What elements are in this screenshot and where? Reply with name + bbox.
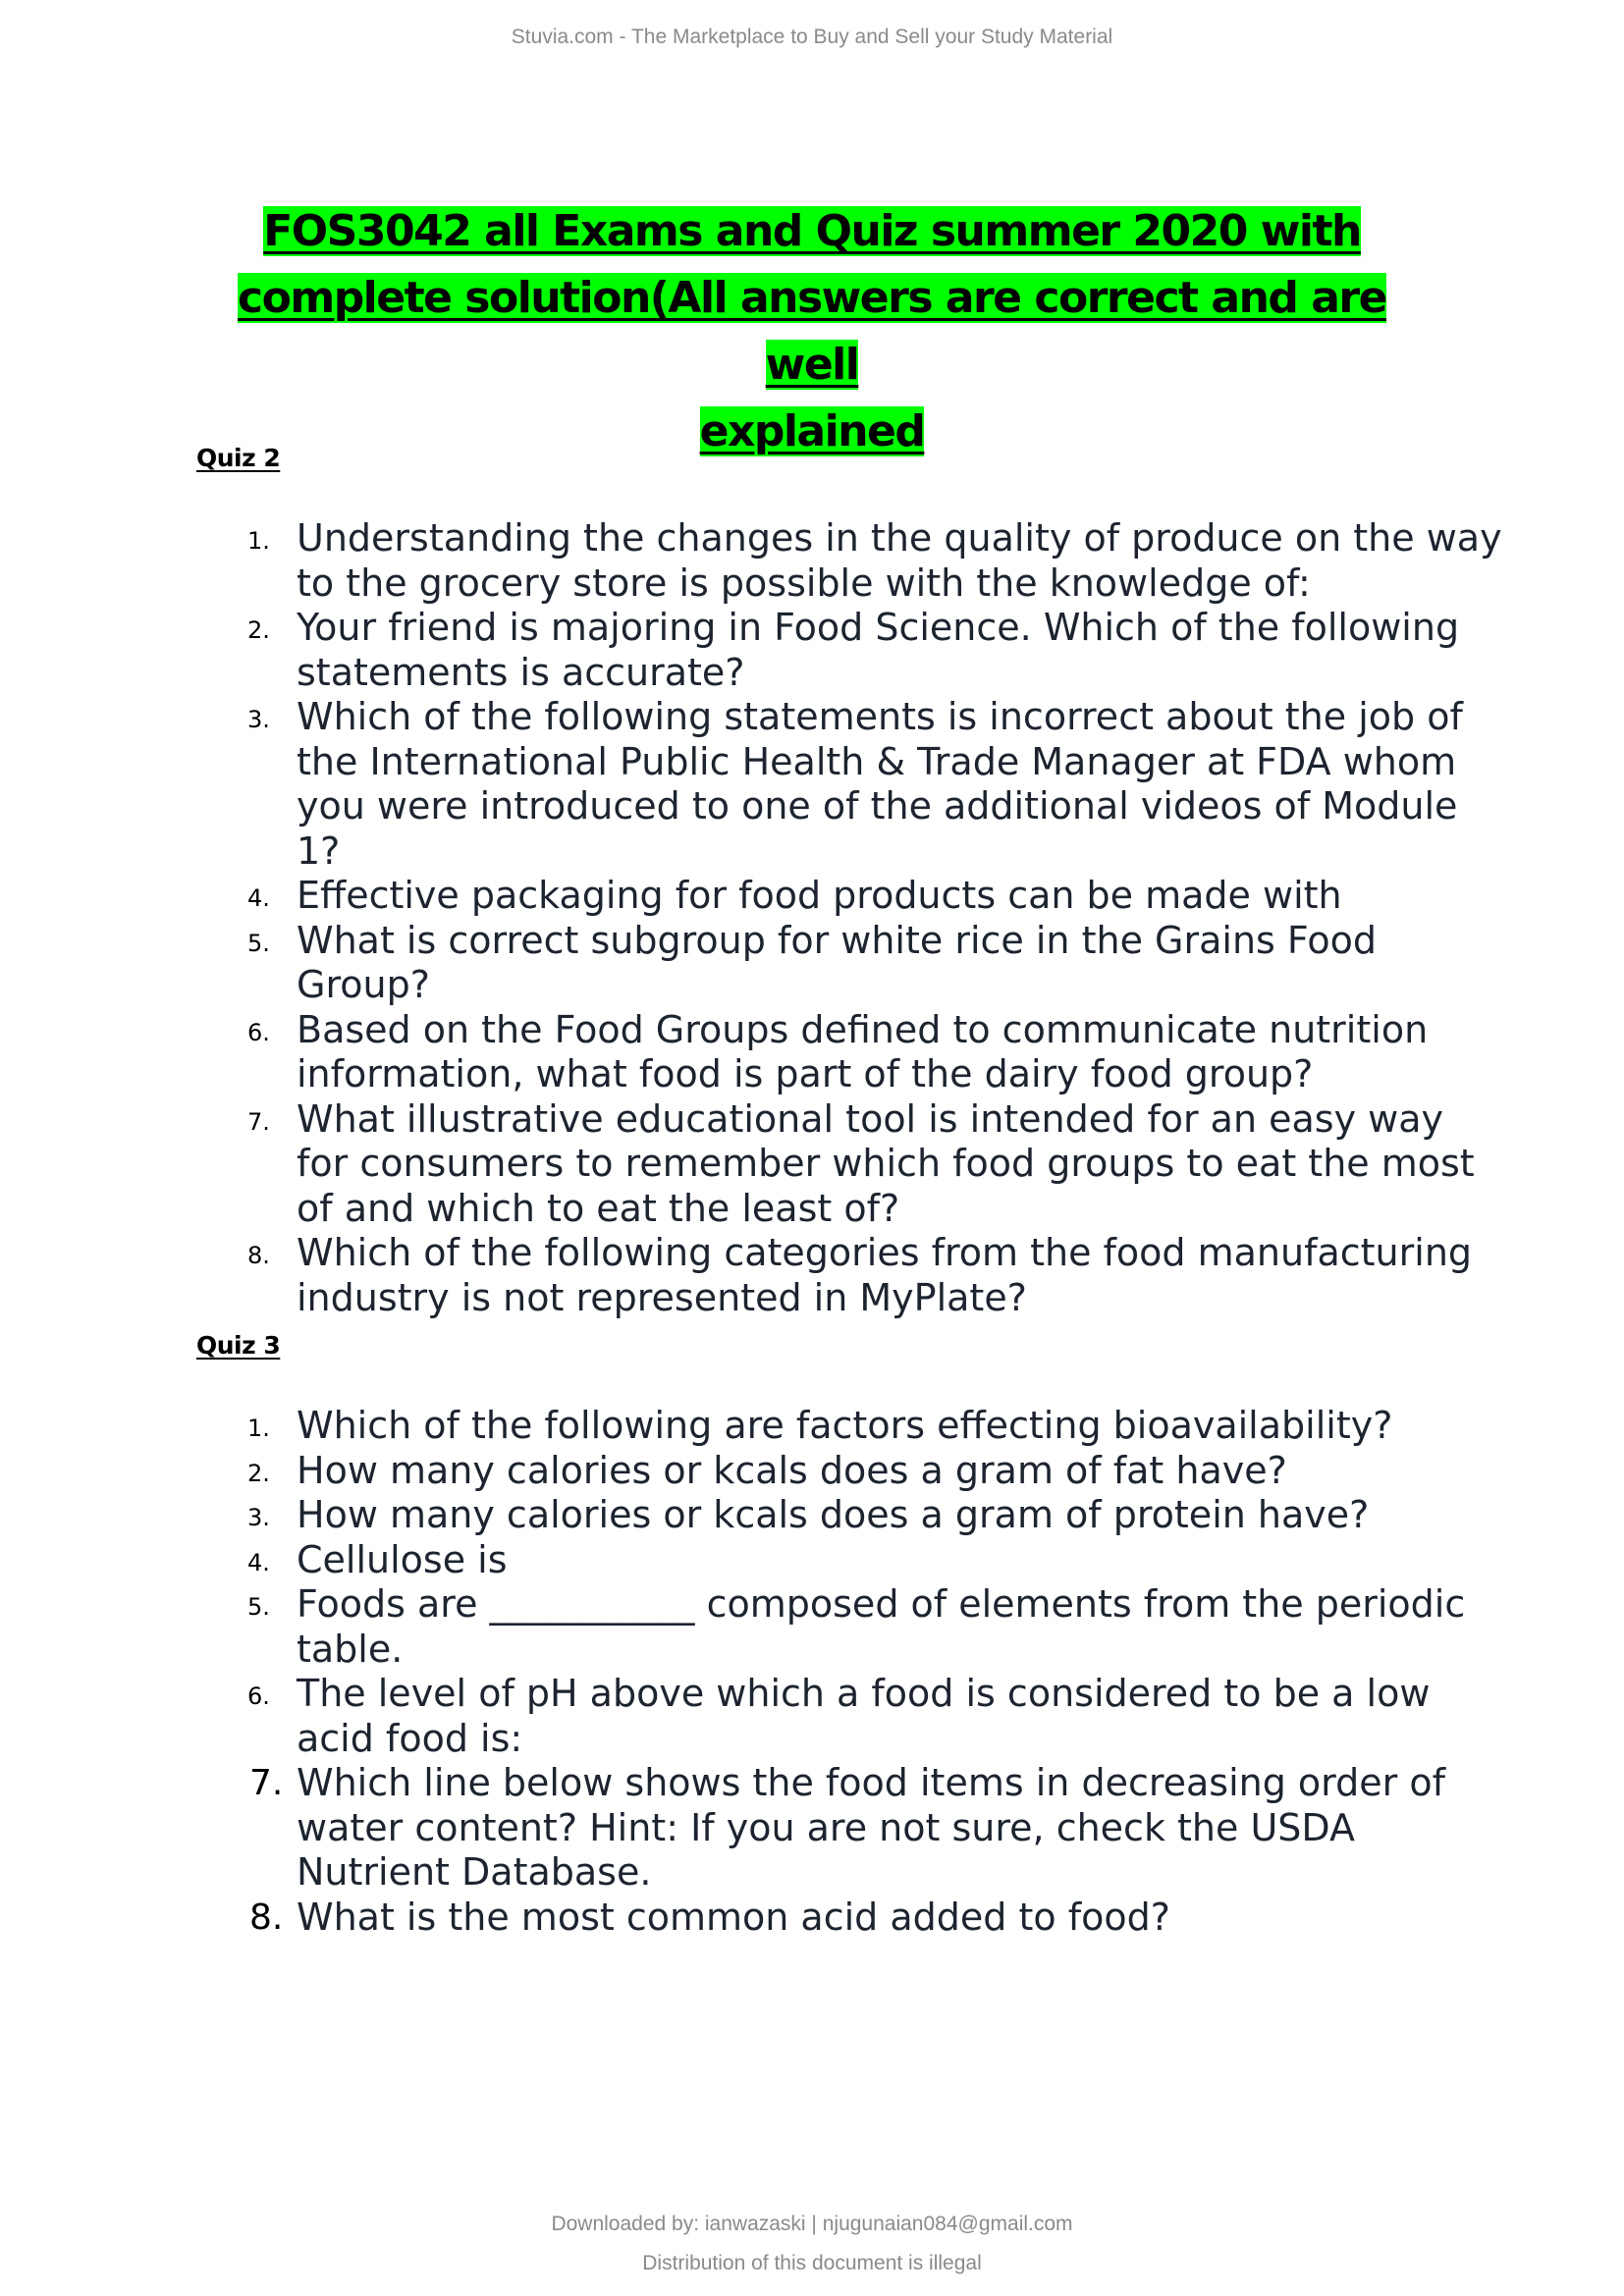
- question-text: Cellulose is: [297, 1537, 508, 1581]
- list-item: 1. Which of the following are factors effecting bioavailability?: [247, 1404, 1393, 1447]
- question-text: How many calories or kcals does a gram of protein have?: [297, 1493, 1370, 1536]
- list-item: 8. Which of the following categories from the food manufacturing industry is not represented in MyPlate?: [247, 1231, 1473, 1319]
- header-watermark: Stuvia.com - The Marketplace to Buy and Sell your Study Material: [511, 26, 1113, 48]
- quiz3-heading: Quiz 3: [196, 1331, 281, 1360]
- question-text: The level of pH above which a food is considered to be a low acid food is:: [297, 1672, 1431, 1760]
- title-line-3: explained: [699, 406, 925, 456]
- title-line-2: complete solution(All answers are correct and are well: [238, 273, 1386, 390]
- question-text: Your friend is majoring in Food Science. Which of the following statements is accurate?: [297, 606, 1460, 694]
- question-text: Which of the following are factors effecting bioavailability?: [297, 1404, 1393, 1447]
- footer-downloaded-by: Downloaded by: ianwazaski | njugunaian084@gmail.com: [551, 2213, 1073, 2235]
- question-text: Which of the following statements is incorrect about the job of the International Public Health & Trade Manager at FDA whom you were introduced to one of the additional videos of Module 1?: [297, 695, 1463, 873]
- document-title: [196, 198, 1428, 465]
- list-item: 3. How many calories or kcals does a gram of protein have?: [247, 1493, 1370, 1536]
- title-line-1: FOS3042 all Exams and Quiz summer 2020 with: [263, 206, 1361, 256]
- list-item: 7. What illustrative educational tool is intended for an easy way for consumers to remember which food groups to eat the most of and which to eat the least of?: [247, 1096, 1475, 1230]
- list-item: 7. Which line below shows the food items in decreasing order of water content? Hint: If you are not sure, check the USDA Nutrient Database.: [249, 1761, 1445, 1894]
- question-text: Which of the following categories from the food manufacturing industry is not represented in MyPlate?: [297, 1231, 1473, 1319]
- question-text: Which line below shows the food items in decreasing order of water content? Hint: If you are not sure, check the USDA Nutrient Database.: [297, 1761, 1445, 1894]
- question-text: What is the most common acid added to food?: [297, 1895, 1170, 1939]
- list-item: 2. How many calories or kcals does a gram of fat have?: [247, 1448, 1287, 1492]
- quiz2-question-list: [236, 516, 1502, 1320]
- footer-distribution-notice: Distribution of this document is illegal: [642, 2252, 982, 2274]
- question-text: Effective packaging for food products can be made with: [297, 874, 1342, 917]
- list-item: 5. What is correct subgroup for white rice in the Grains Food Group?: [247, 918, 1378, 1006]
- list-item: 8. What is the most common acid added to food?: [249, 1895, 1170, 1939]
- list-item: 2. Your friend is majoring in Food Science. Which of the following statements is accurate?: [247, 606, 1460, 694]
- question-text: Based on the Food Groups defined to communicate nutrition information, what food is part of the dairy food group?: [297, 1007, 1429, 1095]
- question-text: How many calories or kcals does a gram of fat have?: [297, 1448, 1287, 1492]
- list-item: 3. Which of the following statements is incorrect about the job of the International Public Health & Trade Manager at FDA whom you were introduced to one of the additional videos of Module 1?: [247, 695, 1463, 873]
- list-item: 6. The level of pH above which a food is considered to be a low acid food is:: [247, 1672, 1431, 1760]
- question-text: What illustrative educational tool is intended for an easy way for consumers to remember which food groups to eat the most of and which to eat the least of?: [297, 1096, 1475, 1230]
- question-text: Understanding the changes in the quality of produce on the way to the grocery store is possible with the knowledge of:: [297, 516, 1502, 605]
- list-item: 6. Based on the Food Groups defined to communicate nutrition information, what food is part of the dairy food group?: [247, 1007, 1429, 1095]
- question-text: Foods are ___________ composed of elements from the periodic table.: [297, 1582, 1466, 1671]
- quiz3-question-list: [236, 1404, 1502, 1940]
- list-item: 4. Effective packaging for food products can be made with: [247, 874, 1342, 917]
- quiz2-heading: Quiz 2: [196, 444, 281, 472]
- list-item: 1. Understanding the changes in the quality of produce on the way to the grocery store is possible with the knowledge of:: [247, 516, 1502, 605]
- list-item: 5. Foods are ___________ composed of elements from the periodic table.: [247, 1582, 1466, 1671]
- list-item: 4. Cellulose is: [247, 1537, 508, 1581]
- question-text: What is correct subgroup for white rice in the Grains Food Group?: [297, 918, 1378, 1006]
